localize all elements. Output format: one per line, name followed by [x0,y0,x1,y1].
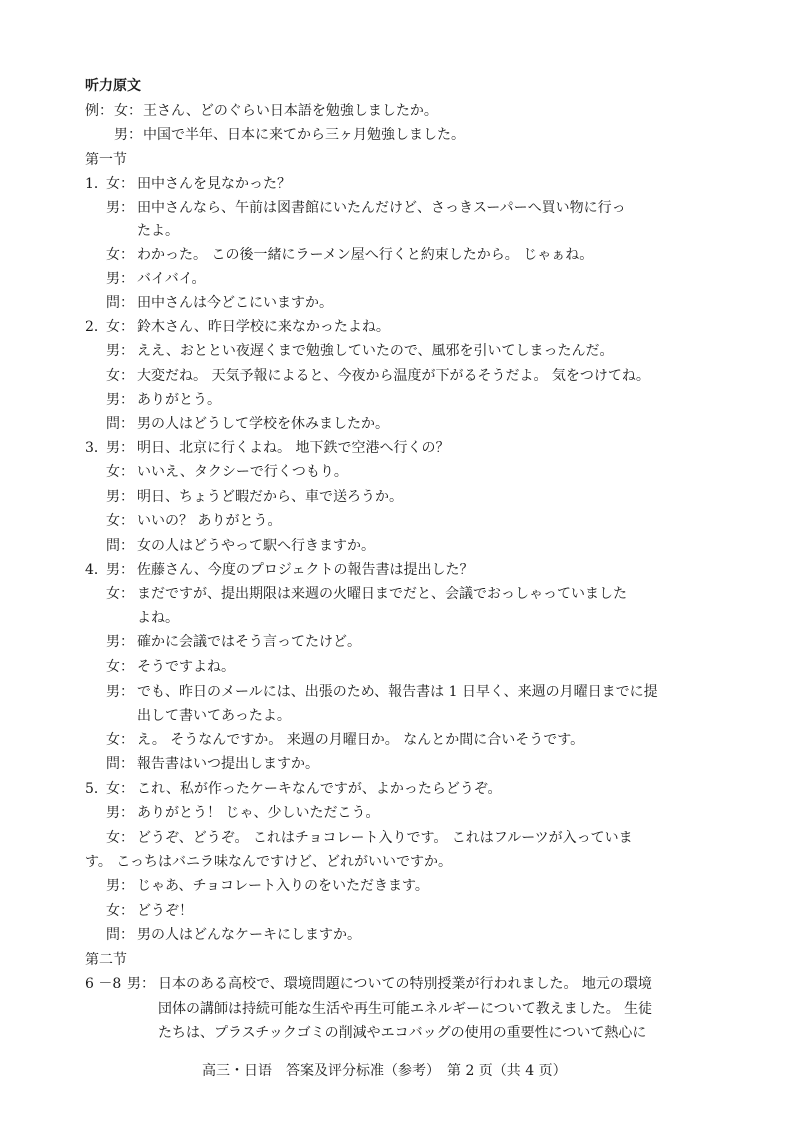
question-number: 3． [85,440,108,456]
speaker-label: 女： [106,464,134,480]
question-text: 男の人はどんなケーキにしますか。 [137,927,361,943]
dialogue-text: 田中さんを見なかった？ [137,176,291,192]
dialogue-text: でも、昨日のメールには、出張のため、報告書は 1 日早く、来週の月曜日までに提 [137,684,658,700]
speaker-label: 男： [106,200,134,216]
speaker-label: 女： [106,319,134,335]
speaker-label: 男： [106,489,134,505]
speaker-label: 女： [106,586,134,602]
section-heading: 第二节 [85,952,127,968]
speaker-label: 問： [106,416,134,432]
dialogue-text: 団体の講師は持続可能な生活や再生可能エネルギーについて教えました。 生徒 [158,1001,653,1017]
speaker-label: 女： [106,903,134,919]
speaker-label: 男： [106,343,134,359]
question-number: 2． [85,319,108,335]
dialogue-text: ありがとう！ じゃ、少しいただこう。 [137,805,380,821]
dialogue-text: 佐藤さん、今度のプロジェクトの報告書は提出した？ [137,562,474,578]
question-text: 男の人はどうして学校を休みましたか。 [137,416,389,432]
speaker-label: 男： [106,271,134,287]
section-heading: 第一节 [85,152,127,168]
speaker-label: 女： [106,247,134,263]
speaker-label: 女： [106,781,134,797]
speaker-label: 問： [106,927,134,943]
page-footer: 高三・日语 答案及评分标准（参考） 第 2 页（共 4 页） [202,1063,567,1079]
dialogue-text: 田中さんなら、午前は図書館にいたんだけど、さっきスーパーへ買い物に行っ [137,200,626,216]
question-text: 女の人はどうやって駅へ行きますか。 [137,538,375,554]
speaker-label: 男： [127,976,155,992]
dialogue-text: どうぞ！ [137,903,193,919]
speaker-label: 男： [106,634,134,650]
dialogue-continuation: たよ。 [137,223,179,239]
dialogue-text: え。 そうなんですか。 来週の月曜日か。 なんとか間に合いそうです。 [137,732,585,748]
speaker-label: 男： [106,878,134,894]
dialogue-text: まだですが、提出期限は来週の火曜日までだと、会議でおっしゃっていました [137,586,627,602]
dialogue-text: 鈴木さん、昨日学校に来なかったよね。 [137,319,390,335]
speaker-label: 女： [106,830,134,846]
dialogue-text: じゃあ、チョコレート入りのをいただきます。 [137,878,429,894]
question-number: 1． [85,176,108,192]
dialogue-text: 王さん、どのぐらい日本語を勉強しましたか。 [143,103,438,119]
speaker-label: 問： [106,295,134,311]
dialogue-text: 明日、ちょうど暇だから、車で送ろうか。 [137,489,403,505]
dialogue-text: そうですよね。 [137,659,235,675]
dialogue-continuation: 出して書いてあったよ。 [137,708,291,724]
dialogue-text: これ、私が作ったケーキなんですが、よかったらどうぞ。 [137,781,502,797]
dialogue-text: たちは、プラスチックゴミの削減やエコバッグの使用の重要性について熱心に [158,1025,647,1041]
dialogue-text: 確かに会議ではそう言ってたけど。 [137,634,361,650]
question-text: 田中さんは今どこにいますか。 [137,295,333,311]
speaker-label: 男： [106,684,134,700]
speaker-label: 女： [106,732,134,748]
dialogue-text: 日本のある高校で、環境問題についての特別授業が行われました。 地元の環境 [158,976,652,992]
question-number: 4． [85,562,108,578]
speaker-label: 女： [106,513,134,529]
speaker-label: 女： [106,659,134,675]
dialogue-text: ええ、おととい夜遅くまで勉強していたので、風邪を引いてしまったんだ。 [137,343,614,359]
dialogue-text: バイバイ。 [137,271,206,287]
dialogue-text: ありがとう。 [137,392,221,408]
speaker-label: 女： [106,368,134,384]
question-text: 報告書はいつ提出しますか。 [137,756,319,772]
question-number: 5． [85,781,108,797]
speaker-label: 男： [114,127,142,143]
speaker-label: 男： [106,562,134,578]
doc-title: 听力原文 [85,78,141,94]
speaker-label: 男： [106,440,134,456]
example-label: 例： [85,103,113,119]
dialogue-continuation: す。 こっちはバニラ味なんですけど、どれがいいですか。 [85,854,453,870]
dialogue-text: いいえ、タクシーで行くつもり。 [137,464,348,480]
speaker-label: 男： [106,805,134,821]
dialogue-text: 中国で半年、日本に来てから三ヶ月勉強しました。 [143,127,465,143]
question-number: 6 －8 [85,976,122,992]
speaker-label: 問： [106,756,134,772]
dialogue-text: いいの？ ありがとう。 [137,513,282,529]
dialogue-text: わかった。 この後一緒にラーメン屋へ行くと約束したから。 じゃぁね。 [137,247,594,263]
speaker-label: 問： [106,538,134,554]
dialogue-text: 大変だね。 天気予報によると、今夜から温度が下がるそうだよ。 気をつけてね。 [137,368,650,384]
dialogue-text: どうぞ、どうぞ。 これはチョコレート入りです。 これはフルーツが入っていま [137,830,633,846]
speaker-label: 男： [106,392,134,408]
dialogue-text: 明日、北京に行くよね。 地下鉄で空港へ行くの？ [137,440,450,456]
speaker-label: 女： [106,176,134,192]
speaker-label: 女： [114,103,142,119]
dialogue-continuation: よね。 [137,610,179,626]
